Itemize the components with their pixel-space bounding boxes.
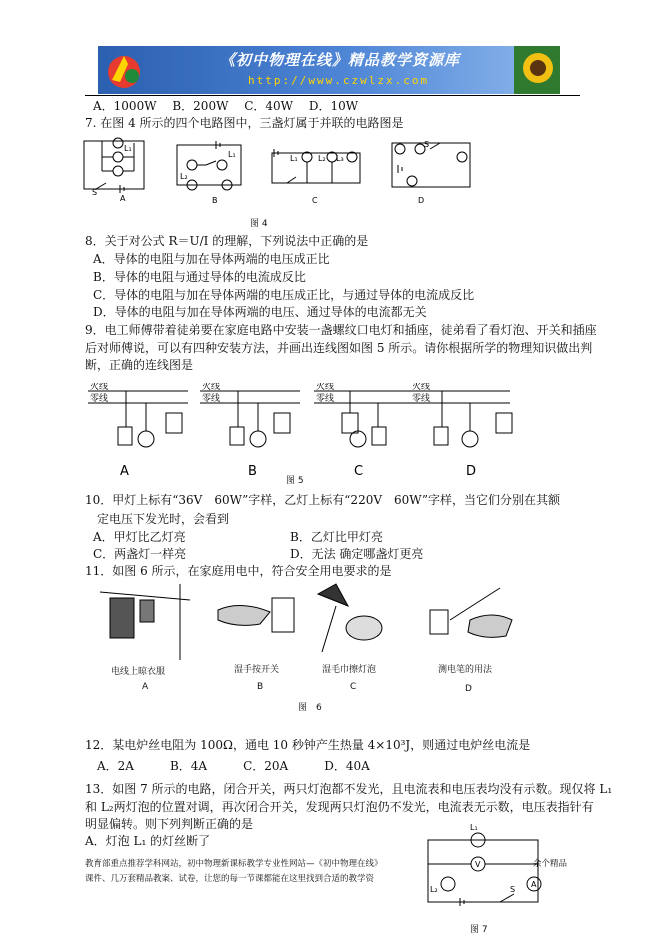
- banner-title: 《初中物理在线》精品教学资源库: [220, 51, 461, 69]
- fig5-live-c: 火线: [316, 383, 335, 392]
- fig4-lamp-l1: L₁: [124, 144, 132, 153]
- fig7-ammeter: A: [531, 880, 537, 889]
- fig6-caption: 图 6: [298, 703, 322, 713]
- footer-line-3: 余个精品: [533, 859, 568, 869]
- fig6-scene-d: [430, 588, 512, 637]
- fig4-circuit-a: [84, 138, 144, 193]
- q8-option-c: C．导体的电阻与加在导体两端的电压成正比，与通过导体的电流成反比: [93, 288, 475, 302]
- fig4-label-d: D: [418, 196, 425, 205]
- fig4-caption: 图 4: [250, 219, 268, 229]
- fig4-switch-d: S: [424, 140, 430, 149]
- q10-stem-2: 定电压下发光时，会看到: [97, 512, 230, 526]
- fig6-label-b: B: [257, 682, 264, 692]
- figure-5: [88, 383, 528, 483]
- fig6-scene-b: [218, 598, 294, 632]
- fig4-circuit-b: [177, 141, 241, 190]
- q10-option-c: C．两盏灯一样亮: [93, 547, 187, 561]
- fig5-wiring: [88, 391, 512, 447]
- fig4-switch-a: S: [92, 188, 98, 197]
- fig7-switch: S: [510, 885, 516, 894]
- q11-stem: 11．如图 6 所示，在家庭用电中，符合安全用电要求的是: [85, 564, 392, 578]
- fig4-label-b: B: [212, 196, 218, 205]
- fig5-neutral-d: 零线: [412, 394, 431, 404]
- q9-stem-2: 后对师傅说，可以有四种安装方法，并画出连线图如图 5 所示。请你根据所学的物理知识做出判: [85, 341, 593, 355]
- q6-options: A．1000W B．200W C．40W D．10W: [93, 99, 359, 113]
- q9-stem-3: 断，正确的连线图是: [85, 358, 194, 372]
- fig5-neutral-b: 零线: [202, 394, 221, 404]
- fig4-label-c: C: [312, 196, 318, 205]
- logo-icon: [104, 50, 148, 90]
- q12-options: A．2A B．4A C．20A D．40A: [97, 759, 370, 773]
- fig6-label-a: A: [142, 682, 149, 692]
- fig5-neutral-a: 零线: [90, 394, 109, 404]
- banner-url: http://www.czwlzx.com: [248, 74, 430, 87]
- figure-4: [82, 135, 482, 215]
- fig6-caption-d: 测电笔的用法: [438, 665, 493, 675]
- header-rule: [85, 95, 580, 96]
- sunflower-icon: [514, 46, 560, 94]
- fig6-label-d: D: [465, 684, 472, 694]
- fig4-circuit-c: [272, 149, 360, 183]
- fig6-scene-c: [318, 584, 382, 652]
- fig6-caption-c: 湿毛巾擦灯泡: [322, 665, 377, 675]
- q13-stem-1: 13．如图 7 所示的电路，闭合开关，两只灯泡都不发光，且电流表和电压表均没有示数。现仅将 L₁: [85, 782, 613, 796]
- fig5-label-c: C: [354, 464, 364, 479]
- q10-option-b: B．乙灯比甲灯亮: [290, 530, 383, 544]
- fig7-lamp-l2: L₂: [430, 885, 438, 894]
- footer-line-1: 教育部重点推荐学科网站，初中物理新课标教学专业性网站—《初中物理在线》: [85, 859, 383, 869]
- figure-7: [418, 822, 548, 922]
- fig6-scene-a: [100, 584, 190, 660]
- q8-option-b: B．导体的电阻与通过导体的电流成反比: [93, 270, 306, 284]
- fig4-circuit-d: [392, 143, 470, 187]
- header-banner: [98, 46, 560, 94]
- fig7-voltmeter: V: [475, 860, 481, 869]
- fig6-label-c: C: [350, 682, 357, 692]
- fig7-caption: 图 7: [470, 925, 488, 935]
- fig4-lamp-l1-b: L₁: [228, 150, 236, 159]
- fig4-label-a: A: [120, 194, 126, 203]
- fig5-live-b: 火线: [202, 383, 221, 392]
- q13-option-a: A．灯泡 L₁ 的灯丝断了: [85, 834, 211, 848]
- q7-stem: 7. 在图 4 所示的四个电路图中，三盏灯属于并联的电路图是: [85, 116, 404, 130]
- fig5-caption: 图 5: [286, 476, 304, 486]
- q10-stem-1: 10．甲灯上标有“36V 60W”字样，乙灯上标有“220V 60W”字样，当它们分别在其额: [85, 493, 560, 507]
- q13-stem-2: 和 L₂两灯泡的位置对调，再次闭合开关，发现两只灯泡仍不发光，电流表无示数，电压表指针有: [85, 800, 594, 814]
- q13-stem-3: 明显偏转。则下列判断正确的是: [85, 817, 254, 831]
- q9-stem-1: 9．电工师傅带着徒弟要在家庭电路中安装一盏螺纹口电灯和插座，徒弟看了看灯泡、开关和插座: [85, 323, 597, 337]
- fig4-lamp-l3-c: L₃: [336, 154, 344, 163]
- fig5-label-a: A: [120, 464, 129, 479]
- fig4-lamp-l1-c: L₁: [290, 154, 298, 163]
- q8-stem: 8．关于对公式 R＝U/I 的理解，下列说法中正确的是: [85, 234, 369, 248]
- q10-option-d: D．无法 确定哪盏灯更亮: [290, 547, 424, 561]
- fig5-neutral-c: 零线: [316, 394, 335, 404]
- fig6-caption-a: 电线上晾衣服: [111, 667, 166, 677]
- fig7-lamp-l1: L₁: [470, 823, 478, 832]
- q10-option-a: A．甲灯比乙灯亮: [93, 530, 186, 544]
- fig5-label-d: D: [466, 464, 477, 479]
- figure-6: [100, 580, 530, 660]
- q12-stem: 12．某电炉丝电阻为 100Ω，通电 10 秒钟产生热量 4×10³J，则通过电炉丝电流是: [85, 738, 531, 752]
- fig4-lamp-l2-b: L₂: [180, 172, 188, 181]
- fig5-live-d: 火线: [412, 383, 431, 392]
- fig4-lamp-l2-c: L₂: [318, 154, 326, 163]
- q8-option-d: D．导体的电阻与加在导体两端的电压、通过导体的电流都无关: [93, 305, 427, 319]
- fig5-label-b: B: [248, 464, 257, 479]
- q8-option-a: A．导体的电阻与加在导体两端的电压成正比: [93, 252, 330, 266]
- fig5-live-a: 火线: [90, 383, 109, 392]
- footer-line-2: 课件、几万套精品教案、试卷，让您的每一节课都能在这里找到合适的教学资: [85, 874, 375, 884]
- fig6-caption-b: 湿手按开关: [234, 665, 280, 675]
